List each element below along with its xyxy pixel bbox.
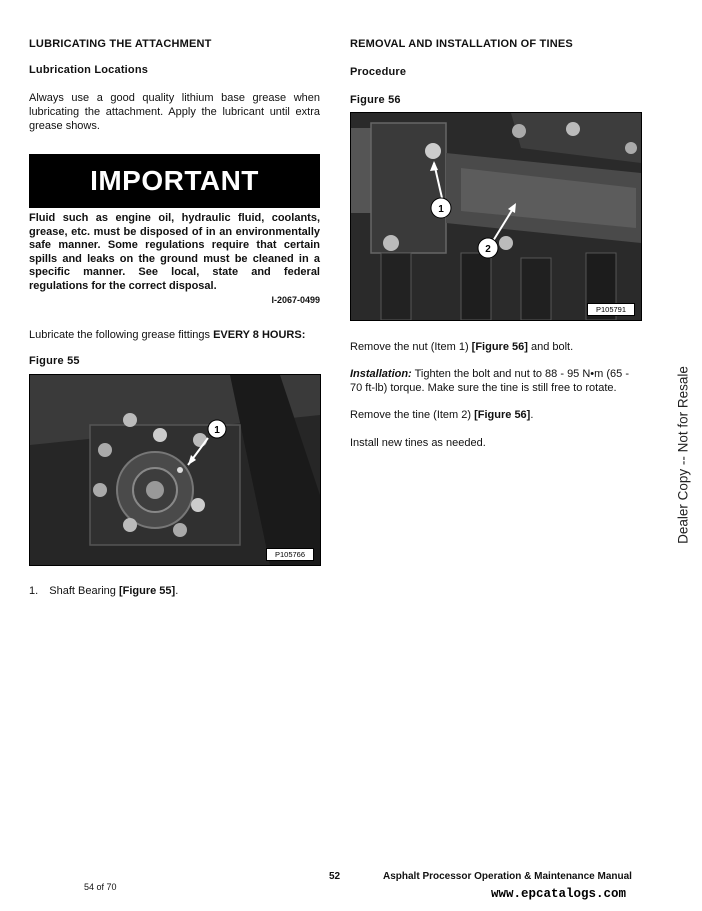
lubricate-instruction-text: Lubricate the following grease fittings bbox=[29, 329, 214, 341]
figure-55-code: P105766 bbox=[266, 548, 314, 561]
step-remove-tine-ref: [Figure 56] bbox=[474, 409, 531, 421]
figure-56-label: Figure 56 bbox=[350, 94, 401, 106]
bearing-photo-illustration bbox=[30, 375, 320, 565]
step-remove-nut bbox=[350, 340, 642, 354]
step-install-tines: Install new tines as needed. bbox=[350, 437, 486, 449]
step-remove-tine-text: Remove the tine (Item 2) bbox=[350, 409, 475, 421]
section-heading-lubricating: LUBRICATING THE ATTACHMENT bbox=[29, 38, 212, 50]
installation-text: Tighten the bolt and nut to 88 - 95 N•m (65 - 70 ft-lb) torque. Make sure the tine is still free to rotate. bbox=[350, 368, 629, 394]
intro-paragraph: Always use a good quality lithium base grease when lubricating the attachment. Apply the lubricant until extra grease shows. bbox=[29, 92, 320, 132]
figure-56-photo bbox=[350, 112, 642, 321]
list-item-text: Shaft Bearing bbox=[49, 585, 119, 597]
figure-55-callout-1: 1 bbox=[214, 425, 220, 436]
step-remove-tine-end: . bbox=[530, 409, 534, 421]
lubricate-instruction bbox=[29, 328, 324, 342]
step-installation bbox=[350, 367, 642, 395]
figure-56-code: P105791 bbox=[587, 303, 635, 316]
list-item-number: 1. bbox=[29, 585, 39, 597]
installation-label: Installation: bbox=[350, 368, 412, 380]
procedure-heading: Procedure bbox=[350, 66, 407, 78]
figure-55-photo bbox=[29, 374, 321, 566]
step-remove-nut-end: and bolt. bbox=[527, 341, 574, 353]
website-url[interactable]: www.epcatalogs.com bbox=[491, 887, 627, 901]
step-remove-nut-text: Remove the nut (Item 1) bbox=[350, 341, 472, 353]
subheading-lubrication-locations: Lubrication Locations bbox=[29, 64, 149, 76]
manual-title: Asphalt Processor Operation & Maintenance Manual bbox=[383, 871, 632, 882]
step-remove-tine bbox=[350, 408, 642, 422]
important-banner: IMPORTANT bbox=[29, 154, 320, 208]
warning-code: I-2067-0499 bbox=[271, 295, 320, 305]
page-number: 52 bbox=[329, 871, 341, 882]
lubricate-interval: EVERY 8 HOURS: bbox=[213, 329, 306, 341]
tines-photo-illustration bbox=[351, 113, 641, 320]
figure-56-callout-2: 2 bbox=[485, 244, 491, 255]
important-warning-text: Fluid such as engine oil, hydraulic fluid, coolants, grease, etc. must be disposed of in an environmentally safe manner. Some regulations require that certain spills and leaks on the ground must be cleaned in a specific manner. See local, state and federal regulations for the correct disposal. bbox=[29, 212, 320, 292]
dealer-copy-watermark: Dealer Copy -- Not for Resale bbox=[675, 366, 691, 544]
list-item-figure-ref: [Figure 55] bbox=[118, 585, 176, 597]
section-heading-tines: REMOVAL AND INSTALLATION OF TINES bbox=[350, 38, 573, 50]
figure-56-callout-1: 1 bbox=[438, 204, 444, 215]
page-count: 54 of 70 bbox=[84, 882, 117, 892]
list-item-period: . bbox=[175, 585, 179, 597]
step-remove-nut-ref: [Figure 56] bbox=[471, 341, 528, 353]
figure-55-label: Figure 55 bbox=[29, 355, 80, 367]
list-item-shaft-bearing bbox=[29, 584, 178, 598]
